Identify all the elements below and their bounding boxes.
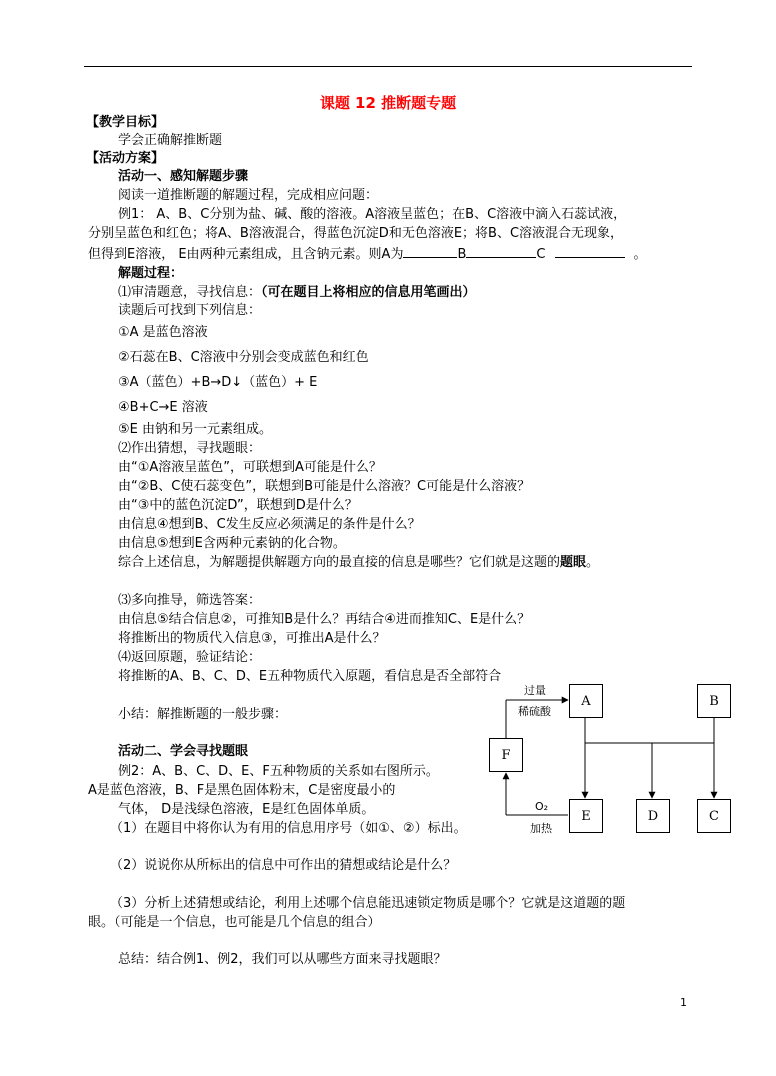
step3-line1: 由信息⑤结合信息②，可推知B是什么？再结合④进而推知C、E是什么？ xyxy=(118,612,531,627)
line-end-mark: 。 xyxy=(633,247,647,262)
info-1: ①A 是蓝色溶液 xyxy=(118,325,208,340)
guess-3: 由“③中的蓝色沉淀D”，联想到D是什么？ xyxy=(118,498,358,513)
guess-2: 由“②B、C使石蕊变色”，联想到B可能是什么溶液？C可能是什么溶液？ xyxy=(118,479,531,494)
label-oxygen: O₂ xyxy=(535,800,549,813)
step4-line1: 将推断的A、B、C、D、E五种物质代入原题，看信息是否全部符合 xyxy=(118,669,502,684)
step2-heading: ⑵作出猜想，寻找题眼： xyxy=(118,441,262,456)
node-e: E xyxy=(569,799,603,833)
guess-1: 由“①A溶液呈蓝色”，可联想到A可能是什么？ xyxy=(118,460,382,475)
conclusion: 总结：结合例1、例2，我们可以从哪些方面来寻找题眼？ xyxy=(118,952,447,967)
step1-note: （可在题目上将相应的信息用笔画出） xyxy=(261,285,476,300)
node-d: D xyxy=(636,799,670,833)
info-3: ③A（蓝色）+B→D↓（蓝色）+ E xyxy=(118,375,318,390)
node-c: C xyxy=(697,799,731,833)
step1-text: ⑴审清题意，寻找信息： xyxy=(118,285,262,300)
label-dilute-acid: 稀硫酸 xyxy=(518,705,551,718)
question-2: （2）说说你从所标出的信息中可作出的猜想或结论是什么？ xyxy=(110,858,457,873)
blank-label-c: C xyxy=(536,247,546,262)
example2-line1: 例2：A、B、C、D、E、F五种物质的关系如右图所示。 xyxy=(118,764,439,779)
label-excess: 过量 xyxy=(524,684,546,697)
step4-heading: ⑷返回原题，验证结论： xyxy=(118,650,262,665)
goal-heading: 【教学目标】 xyxy=(86,115,165,130)
summary-end: 。 xyxy=(586,555,600,570)
guess-4: 由信息④想到B、C发生反应必须满足的条件是什么？ xyxy=(118,517,421,532)
page-number: 1 xyxy=(680,996,687,1009)
step1-sub: 读题后可找到下列信息： xyxy=(118,303,262,318)
node-f: F xyxy=(489,738,523,772)
summary-keyword: 题眼 xyxy=(560,555,587,570)
activity1-heading: 活动一、感知解题步骤 xyxy=(118,169,249,184)
example2-line2: A是蓝色溶液，B、F是黑色固体粉末，C是密度最小的 xyxy=(88,783,396,798)
example1-line1: 例1： A、B、C分别为盐、碱、酸的溶液。A溶液呈蓝色；在B、C溶液中滴入石蕊试液， xyxy=(118,207,627,222)
activity2-heading: 活动二、学会寻找题眼 xyxy=(118,744,249,759)
node-b: B xyxy=(697,684,731,718)
page-title: 课题 12 推断题专题 xyxy=(319,94,457,112)
step3-line2: 将推断出的物质代入信息③，可推出A是什么？ xyxy=(118,631,386,646)
blank-label-b: B xyxy=(457,247,467,262)
example1-line2: 分别呈蓝色和红色；将A、B溶液混合，得蓝色沉淀D和无色溶液E；将B、C溶液混合无现象， xyxy=(88,226,624,241)
step3-heading: ⑶多向推导，筛选答案： xyxy=(118,593,262,608)
node-a: A xyxy=(569,684,603,718)
example1-line3-text: 但得到E溶液， E由两种元素组成，且含钠元素。则A为 xyxy=(88,247,404,262)
info-5: ⑤E 由钠和另一元素组成。 xyxy=(118,422,273,437)
summary-text: 综合上述信息，为解题提供解题方向的最直接的信息是哪些？它们就是这题的 xyxy=(118,555,561,570)
sub-summary: 小结：解推断题的一般步骤： xyxy=(118,707,288,722)
label-heat: 加热 xyxy=(530,822,552,835)
info-4: ④B+C→E 溶液 xyxy=(118,400,208,415)
activity1-intro: 阅读一道推断题的解题过程，完成相应问题： xyxy=(118,188,379,203)
example2-line3: 气体， D是浅绿色溶液，E是红色固体单质。 xyxy=(118,802,375,817)
goal-text: 学会正确解推断题 xyxy=(118,133,223,148)
question-3-line1: （3）分析上述猜想或结论，利用上述哪个信息能迅速锁定物质是哪个？它就是这道题的题 xyxy=(110,896,626,911)
plan-heading: 【活动方案】 xyxy=(86,151,165,166)
question-1: （1）在题目中将你认为有用的信息用序号（如①、②）标出。 xyxy=(110,821,467,836)
question-3-line2: 眼。（可能是一个信息，也可能是几个信息的组合） xyxy=(88,915,381,930)
guess-5: 由信息⑤想到E含两种元素钠的化合物。 xyxy=(118,536,346,551)
info-2: ②石蕊在B、C溶液中分别会变成蓝色和红色 xyxy=(118,350,369,365)
process-heading: 解题过程： xyxy=(118,266,184,281)
